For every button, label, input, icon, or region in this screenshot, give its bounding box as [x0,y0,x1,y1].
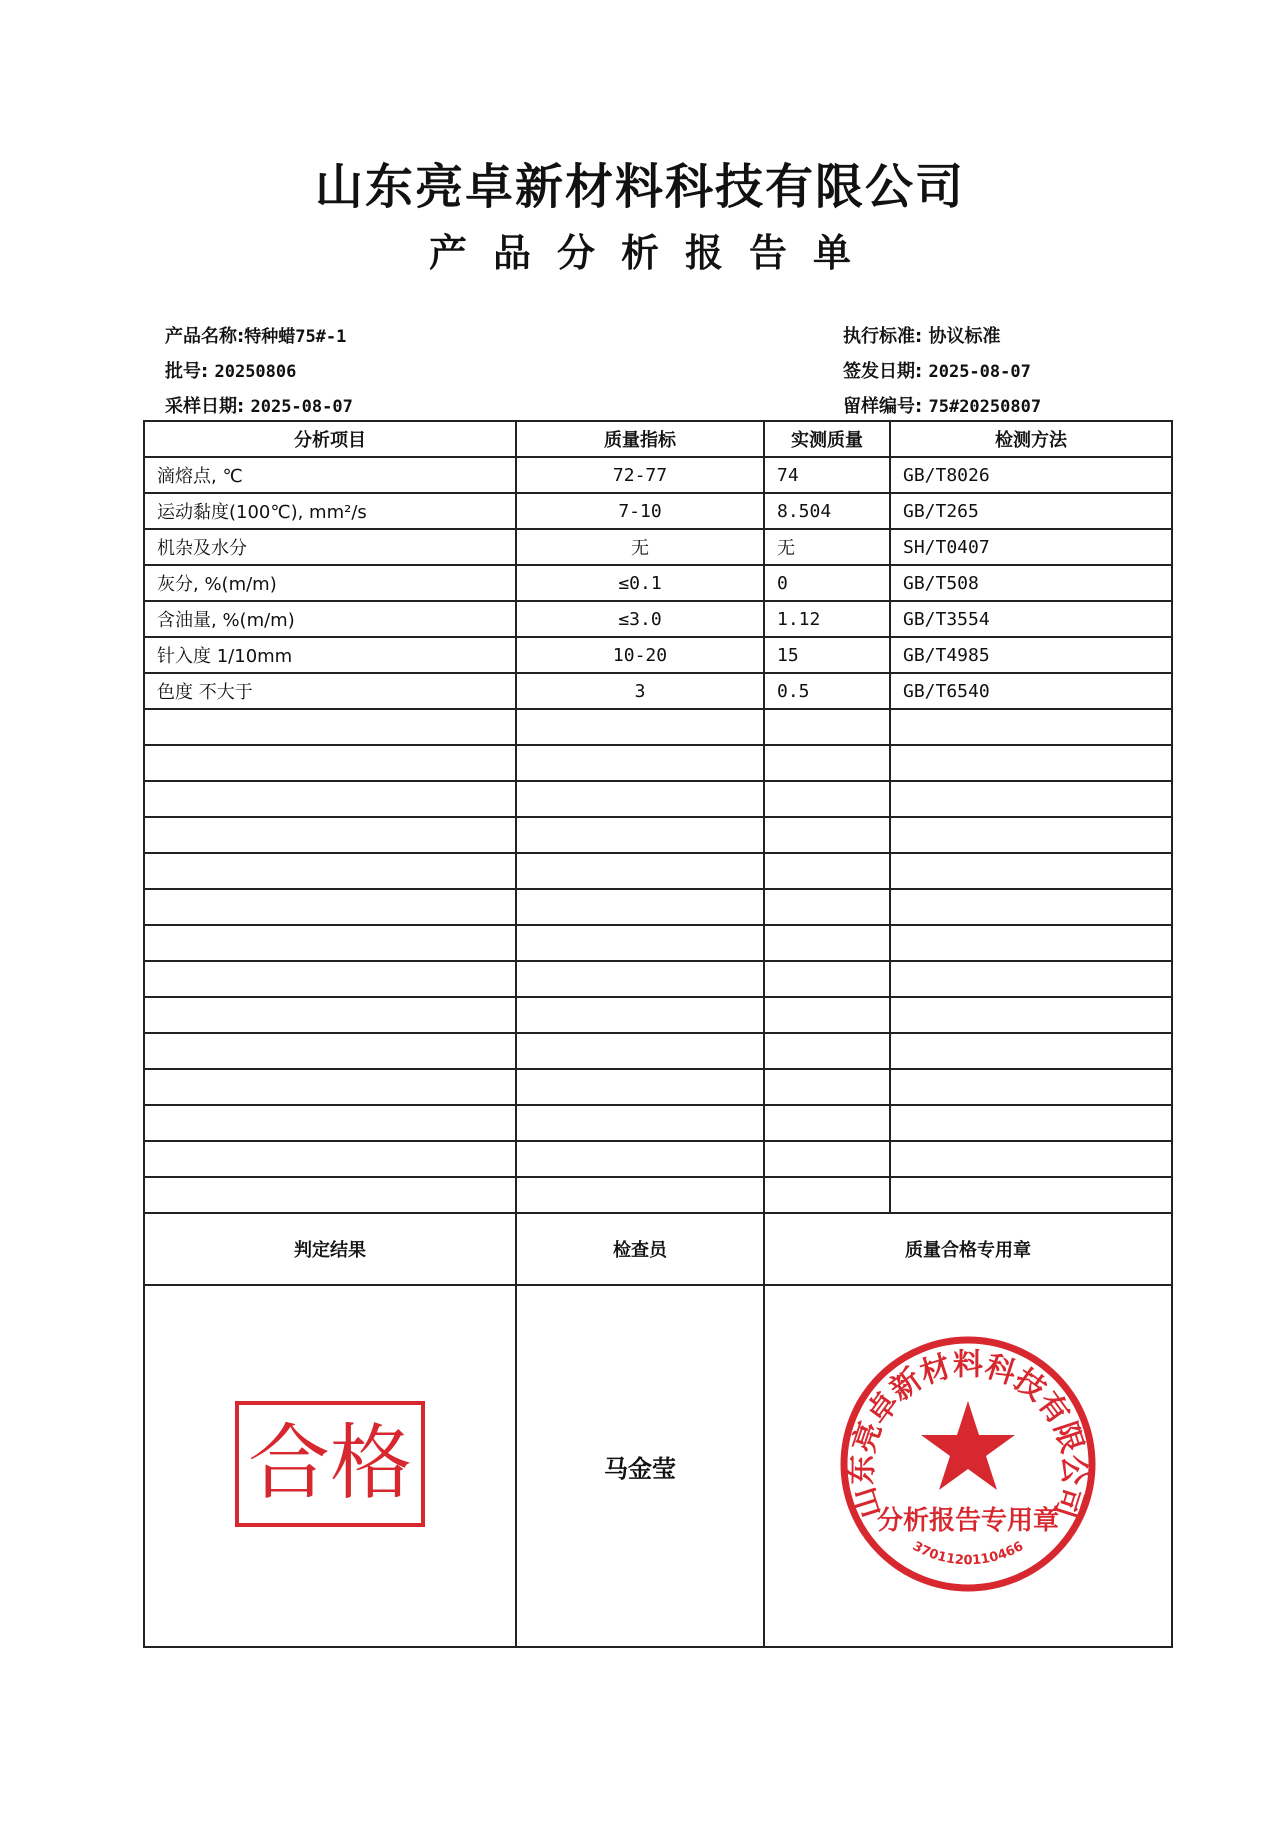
cell-item: 色度 不大于 [144,673,516,709]
table-row [144,529,1172,565]
table-row [144,493,1172,529]
empty-cell [890,925,1172,961]
empty-cell [764,1105,890,1141]
empty-cell [516,853,764,889]
empty-cell [516,997,764,1033]
cell-item: 针入度 1/10mm [144,637,516,673]
issue-date-value: 2025-08-07 [928,362,1031,382]
empty-cell [516,745,764,781]
analysis-table [143,420,1173,1648]
cell-result: 无 [764,529,890,565]
empty-cell [144,1105,516,1141]
sampling-date-value: 2025-08-07 [250,397,353,417]
cell-item: 运动黏度(100℃), mm²/s [144,493,516,529]
empty-cell [144,961,516,997]
empty-cell [144,1177,516,1213]
empty-cell [144,997,516,1033]
sample-no-value: 75#20250807 [928,397,1042,417]
cell-spec: 7-10 [516,493,764,529]
empty-cell [144,817,516,853]
product-name-value: 特种蜡75#-1 [244,327,347,347]
company-seal [833,1329,1103,1604]
empty-cell [764,997,890,1033]
empty-cell [516,1105,764,1141]
meta-issue-date [843,357,1031,383]
empty-row [144,817,1172,853]
empty-cell [764,745,890,781]
empty-cell [764,889,890,925]
cell-method: GB/T8026 [890,457,1172,493]
empty-cell [764,853,890,889]
empty-row [144,781,1172,817]
cell-method: GB/T508 [890,565,1172,601]
meta-batch [165,357,296,383]
empty-row [144,709,1172,745]
cell-method: GB/T4985 [890,637,1172,673]
empty-row [144,1105,1172,1141]
cell-result: 15 [764,637,890,673]
cell-item: 灰分, %(m/m) [144,565,516,601]
batch-value: 20250806 [214,362,297,382]
cell-spec: 无 [516,529,764,565]
table-row [144,565,1172,601]
empty-cell [764,925,890,961]
empty-cell [144,853,516,889]
sample-no-label: 留样编号: [843,396,923,417]
table-row [144,457,1172,493]
inspector-label: 检查员 [516,1213,764,1285]
signoff-body-row [144,1285,1172,1647]
empty-cell [516,817,764,853]
cell-item: 含油量, %(m/m) [144,601,516,637]
cell-result: 8.504 [764,493,890,529]
meta-sample-no [843,392,1041,418]
product-name-label: 产品名称: [165,326,245,347]
report-title: 产品分析报告单 [428,231,877,275]
header-item: 分析项目 [144,421,516,457]
seal-purpose-text: 分析报告专用章 [876,1505,1060,1536]
cell-spec: 10-20 [516,637,764,673]
empty-cell [890,745,1172,781]
seal-label: 质量合格专用章 [764,1213,1172,1285]
cell-method: GB/T3554 [890,601,1172,637]
empty-cell [764,1069,890,1105]
empty-row [144,745,1172,781]
empty-row [144,853,1172,889]
inspector-name: 马金莹 [604,1454,676,1483]
issue-date-label: 签发日期: [843,361,923,382]
meta-standard [843,322,1000,348]
empty-cell [764,1177,890,1213]
meta-sampling-date [165,392,353,418]
company-title: 山东亮卓新材料科技有限公司 [314,159,965,215]
empty-cell [764,817,890,853]
empty-row [144,925,1172,961]
empty-cell [890,1141,1172,1177]
empty-cell [890,1033,1172,1069]
empty-cell [890,817,1172,853]
empty-cell [516,889,764,925]
empty-cell [764,961,890,997]
cell-method: GB/T6540 [890,673,1172,709]
empty-cell [516,1069,764,1105]
empty-cell [764,1141,890,1177]
header-spec: 质量指标 [516,421,764,457]
standard-label: 执行标准: [843,326,923,347]
cell-result: 0 [764,565,890,601]
empty-cell [890,853,1172,889]
cell-method: GB/T265 [890,493,1172,529]
empty-cell [516,1177,764,1213]
signoff-header-row [144,1213,1172,1285]
empty-row [144,889,1172,925]
cell-item: 机杂及水分 [144,529,516,565]
empty-cell [890,889,1172,925]
cell-spec: 3 [516,673,764,709]
sampling-date-label: 采样日期: [165,396,245,417]
header-result: 实测质量 [764,421,890,457]
inspector-cell [516,1285,764,1647]
empty-cell [144,889,516,925]
cell-item: 滴熔点, ℃ [144,457,516,493]
cell-result: 0.5 [764,673,890,709]
cell-method: SH/T0407 [890,529,1172,565]
table-header-row [144,421,1172,457]
cell-spec: ≤0.1 [516,565,764,601]
standard-value: 协议标准 [928,326,1001,347]
batch-label: 批号: [165,361,209,382]
seal-cell [764,1285,1172,1647]
empty-cell [890,709,1172,745]
empty-cell [516,781,764,817]
empty-row [144,997,1172,1033]
empty-cell [144,1069,516,1105]
empty-cell [516,961,764,997]
empty-cell [890,961,1172,997]
seal-star-icon [921,1401,1015,1490]
meta-product-name [165,322,346,348]
empty-row [144,1141,1172,1177]
company-seal-graphic [833,1329,1103,1599]
empty-cell [144,1033,516,1069]
empty-cell [144,925,516,961]
empty-cell [516,1033,764,1069]
seal-code-text: 3701120110466 [909,1538,1027,1568]
empty-row [144,961,1172,997]
empty-cell [516,925,764,961]
empty-cell [144,1141,516,1177]
table-row [144,601,1172,637]
empty-cell [144,745,516,781]
empty-cell [890,1069,1172,1105]
table-row [144,637,1172,673]
empty-row [144,1033,1172,1069]
empty-cell [890,1177,1172,1213]
header-method: 检测方法 [890,421,1172,457]
empty-row [144,1069,1172,1105]
empty-cell [890,781,1172,817]
empty-cell [516,709,764,745]
empty-cell [890,997,1172,1033]
cell-spec: 72-77 [516,457,764,493]
empty-cell [516,1141,764,1177]
empty-cell [764,709,890,745]
judgement-label: 判定结果 [144,1213,516,1285]
empty-cell [890,1105,1172,1141]
empty-cell [764,1033,890,1069]
cell-spec: ≤3.0 [516,601,764,637]
empty-cell [144,709,516,745]
empty-row [144,1177,1172,1213]
seal-company-text: 山东亮卓新材料科技有限公司 [844,1347,1092,1522]
pass-stamp-text: 合格 [247,1415,412,1511]
judgement-cell [144,1285,516,1647]
table-row [144,673,1172,709]
empty-cell [144,781,516,817]
pass-stamp [235,1401,425,1527]
empty-cell [764,781,890,817]
cell-result: 1.12 [764,601,890,637]
cell-result: 74 [764,457,890,493]
